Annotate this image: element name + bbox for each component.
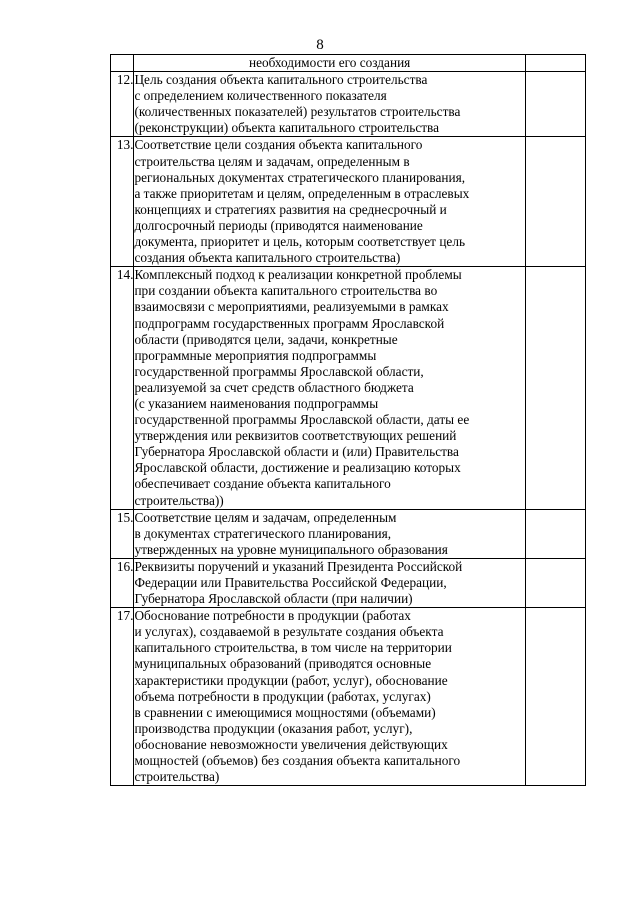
continuation-cell: необходимости его создания	[134, 55, 525, 72]
description-line: (количественных показателей) результатов строительства	[134, 104, 461, 120]
row-number: 17.	[111, 608, 134, 786]
description-line: Соответствие целям и задачам, определенным	[134, 509, 397, 525]
description-line: реализуемой за счет средств областного бюджета	[134, 379, 414, 395]
description-line: и услугах), создаваемой в результате создания объекта	[134, 624, 444, 640]
table-body	[111, 55, 586, 786]
row-description	[134, 509, 525, 558]
description-line: Федерации или Правительства Российской Федерации,	[134, 575, 447, 590]
row-description	[134, 558, 525, 607]
description-line: Губернатора Ярославской области (при наличии)	[134, 591, 413, 607]
row-number: 12.	[111, 72, 134, 137]
table-row	[111, 558, 586, 607]
description-line: строительства)	[134, 769, 220, 785]
description-line: объема потребности в продукции (работах, услугах)	[134, 688, 431, 704]
row-number: 13.	[111, 137, 134, 267]
description-line: утвержденных на уровне муниципального образования	[134, 541, 448, 557]
page-number: 8	[316, 37, 324, 53]
row-number-cell	[111, 55, 134, 72]
description-line: региональных документах стратегического планирования,	[134, 169, 466, 185]
description-line: Обоснование потребности в продукции (работах	[134, 608, 411, 624]
value-cell	[525, 72, 585, 137]
description-line: с определением количественного показателя	[134, 88, 387, 104]
row-number: 14.	[111, 267, 134, 509]
description-line: создания объекта капитального строительства)	[134, 250, 401, 266]
value-cell	[525, 55, 585, 72]
table-row	[111, 72, 586, 137]
row-description	[134, 72, 525, 137]
description-line: области (приводятся цели, задачи, конкретные	[134, 331, 398, 347]
description-line: Реквизиты поручений и указаний Президента Российской	[134, 558, 463, 574]
description-line: в документах стратегического планирования,	[134, 525, 392, 541]
description-line: долгосрочный периоды (приводятся наименование	[134, 217, 423, 233]
description-line: утверждения или реквизитов соответствующих решений	[134, 428, 457, 444]
value-cell	[525, 608, 585, 786]
table-row	[111, 267, 586, 509]
description-line: государственной программы Ярославской области,	[134, 363, 424, 379]
description-line: обеспечивает создание объекта капитального	[134, 476, 391, 492]
document-table	[110, 54, 586, 786]
description-line: капитального строительства, в том числе на территории	[134, 640, 452, 656]
table-row	[111, 509, 586, 558]
description-line: взаимосвязи с мероприятиями, реализуемыми в рамках	[134, 299, 449, 315]
description-line: характеристики продукции (работ, услуг), обоснование	[134, 672, 448, 688]
value-cell	[525, 509, 585, 558]
description-line: (реконструкции) объекта капитального строительства	[134, 120, 440, 136]
table-row	[111, 137, 586, 267]
description-line: в сравнении с имеющимися мощностями (объемами)	[134, 704, 436, 720]
description-line: документа, приоритет и цель, которым соответствует цель	[134, 234, 466, 250]
value-cell	[525, 558, 585, 607]
description-line: Ярославской области, достижение и реализацию которых	[134, 460, 461, 476]
description-line: Губернатора Ярославской области и (или) Правительства	[134, 444, 459, 460]
description-line: мощностей (объемов) без создания объекта капитального	[134, 753, 461, 769]
description-line: производства продукции (оказания работ, услуг),	[134, 720, 413, 736]
row-description	[134, 267, 525, 509]
value-cell	[525, 137, 585, 267]
description-line: строительства целям и задачам, определенным в	[134, 153, 410, 169]
description-line: муниципальных образований (приводятся основные	[134, 656, 432, 672]
description-line: государственной программы Ярославской области, даты ее	[134, 412, 470, 428]
row-number: 15.	[111, 509, 134, 558]
description-line: строительства))	[134, 492, 224, 508]
description-line: Соответствие цели создания объекта капитального	[134, 137, 423, 153]
value-cell	[525, 267, 585, 509]
table-row	[111, 608, 586, 786]
row-number: 16.	[111, 558, 134, 607]
description-line: Цель создания объекта капитального строительства	[134, 72, 428, 88]
row-description	[134, 137, 525, 267]
description-line: концепциях и стратегиях развития на среднесрочный и	[134, 201, 447, 217]
description-line: обоснование невозможности увеличения действующих	[134, 736, 448, 752]
description-line: при создании объекта капитального строительства во	[134, 283, 438, 299]
description-line: программные мероприятия подпрограммы	[134, 347, 377, 363]
description-line: подпрограмм государственных программ Ярославской	[134, 315, 445, 331]
description-line: (с указанием наименования подпрограммы	[134, 395, 379, 411]
description-line: Комплексный подход к реализации конкретной проблемы	[134, 267, 462, 283]
row-description	[134, 608, 525, 786]
description-line: а также приоритетам и целям, определенным в отраслевых	[134, 185, 470, 201]
table-row-continuation	[111, 55, 586, 72]
